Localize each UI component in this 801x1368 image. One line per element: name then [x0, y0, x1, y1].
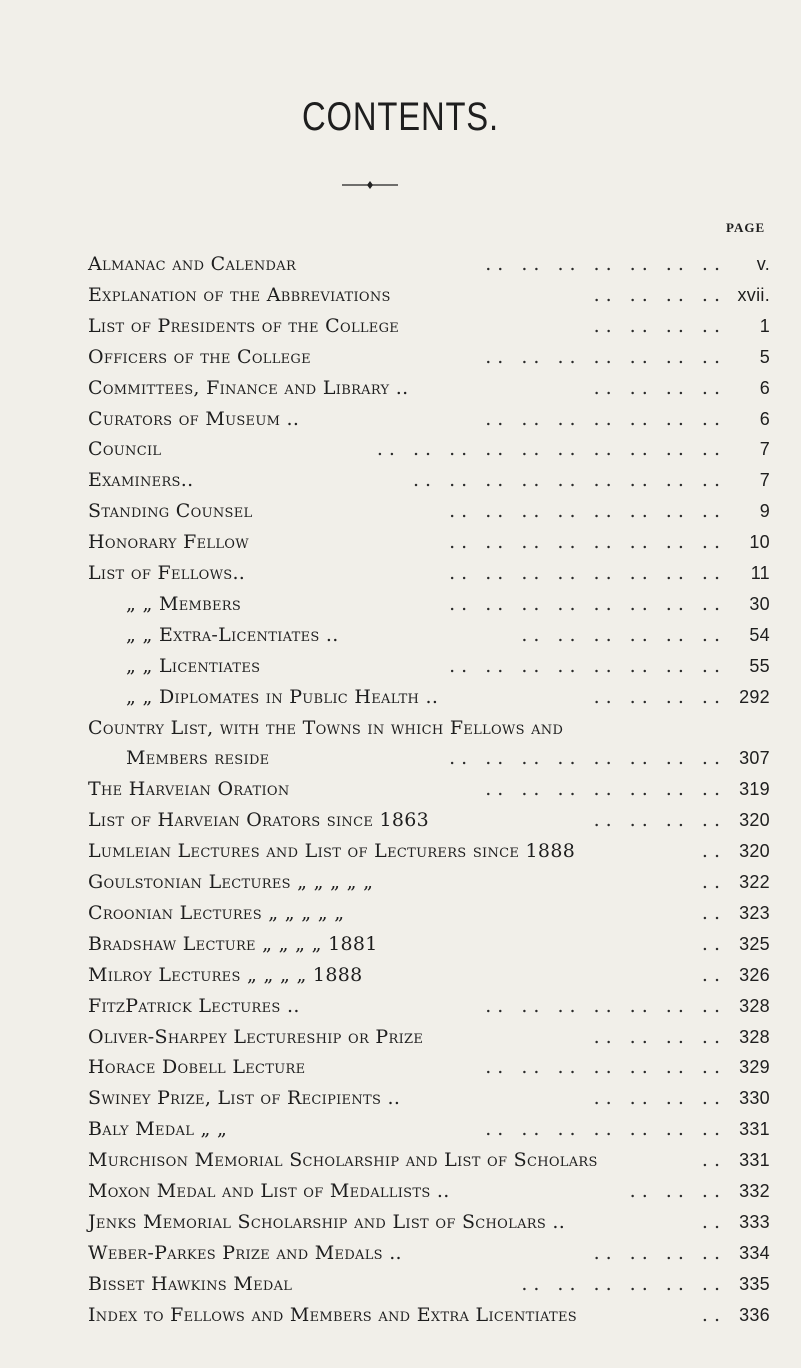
toc-entry-leader: ..	[701, 871, 726, 893]
toc-entry	[88, 281, 770, 309]
toc-entry	[88, 466, 770, 494]
toc-entry	[88, 1208, 770, 1236]
toc-entry-title: List of Presidents of the College	[88, 314, 400, 337]
toc-entry-title: „ „ Members	[126, 592, 242, 615]
toc-entry-page: 323	[739, 902, 770, 923]
toc-entry-title: Horace Dobell Lecture	[88, 1056, 306, 1079]
toc-entry-page: 331	[739, 1119, 770, 1140]
toc-entry	[88, 930, 770, 958]
toc-entry-leader: .. .. .. .. .. .. .. ..	[449, 592, 726, 615]
toc-entry	[88, 652, 770, 680]
toc-entry-page: 6	[759, 377, 770, 398]
toc-entry-title: Curators of Museum ..	[88, 407, 300, 430]
toc-entry	[88, 590, 770, 618]
toc-entry-page: 336	[739, 1304, 770, 1325]
toc-entry-title: Croonian Lectures „ „ „ „ „	[88, 901, 345, 924]
toc-entry-leader: .. .. .. .. .. .. .. ..	[449, 562, 726, 584]
toc-entry-leader: .. .. .. .. .. ..	[521, 1272, 726, 1295]
toc-entry-title: Almanac and Calendar	[88, 253, 297, 275]
toc-entry-page: 329	[739, 1057, 770, 1078]
toc-entry-title: „ „ Extra-Licentiates ..	[126, 623, 339, 646]
toc-entry-title: Explanation of the Abbreviations	[88, 283, 391, 306]
toc-entry	[88, 683, 770, 711]
toc-entry-title: Swiney Prize, List of Recipients ..	[88, 1087, 401, 1110]
toc-entry-leader: .. .. .. ..	[593, 314, 726, 337]
toc-entry-leader: ..	[701, 1210, 726, 1233]
toc-entry-leader: ..	[701, 932, 726, 955]
toc-entry-leader: .. .. .. .. .. .. ..	[485, 1118, 726, 1141]
toc-entry-title: Officers of the College	[88, 345, 311, 368]
toc-entry-page: 326	[739, 964, 770, 985]
toc-entry-title: Country List, with the Towns in which Fellows and	[88, 716, 564, 739]
toc-entry-leader: .. .. .. ..	[593, 1087, 726, 1110]
toc-entry-page: 6	[759, 408, 770, 429]
toc-entry-page: 331	[739, 1150, 770, 1171]
toc-entry-title: Weber-Parkes Prize and Medals ..	[88, 1241, 402, 1264]
toc-entry-title: Bradshaw Lecture „ „ „ „ 1881	[88, 932, 378, 955]
toc-entry-leader: ..	[701, 901, 726, 924]
toc-entry-page: 11	[750, 563, 770, 583]
toc-entry-title: Examiners..	[88, 469, 194, 492]
toc-entry-leader: .. .. .. .. .. .. ..	[485, 994, 726, 1017]
toc-entry-title: List of Fellows..	[88, 562, 246, 584]
toc-entry-page: 5	[759, 346, 770, 367]
toc-entry	[88, 899, 770, 927]
toc-entry-leader: .. .. .. .. .. .. ..	[485, 407, 726, 430]
toc-entry-page: 330	[739, 1088, 770, 1109]
toc-entry-leader: .. .. .. ..	[593, 1025, 726, 1048]
toc-entry-title: Oliver-Sharpey Lectureship or Prize	[88, 1025, 424, 1048]
toc-entry-page: 9	[759, 501, 770, 522]
page-title: CONTENTS.	[302, 95, 499, 139]
toc-entry	[88, 528, 770, 556]
toc-entry-title: Council	[88, 438, 162, 461]
toc-entry	[88, 312, 770, 340]
toc-entry-page: 30	[749, 593, 770, 614]
toc-entry	[88, 1023, 770, 1051]
toc-entry-title: Lumleian Lectures and List of Lecturers since 1888	[88, 840, 576, 863]
toc-entry-leader: .. .. .. .. .. .. .. ..	[449, 531, 726, 554]
toc-entry	[88, 961, 770, 989]
toc-entry-leader: .. .. .. ..	[593, 283, 726, 306]
toc-entry-page: xvii.	[737, 284, 770, 305]
toc-entry-page: 7	[759, 439, 770, 460]
toc-entry	[88, 744, 770, 772]
toc-entry-page: 1	[759, 315, 770, 336]
toc-entry	[88, 1053, 770, 1081]
toc-entry-page: 322	[739, 872, 770, 892]
toc-entry	[88, 1084, 770, 1112]
toc-entry-leader: .. .. .. .. .. .. ..	[485, 778, 726, 801]
toc-entry-leader: .. .. .. ..	[593, 1241, 726, 1264]
toc-entry-leader: ..	[701, 840, 726, 863]
toc-entry-page: 319	[739, 779, 770, 800]
toc-entry-title: List of Harveian Orators since 1863	[88, 809, 430, 832]
toc-entry-leader: .. .. .. ..	[593, 685, 726, 708]
toc-entry	[88, 621, 770, 649]
toc-entry-title: „ „ Diplomates in Public Health ..	[126, 685, 439, 708]
toc-entry-title: Jenks Memorial Scholarship and List of Scholars ..	[88, 1210, 566, 1233]
toc-entry	[88, 435, 770, 463]
toc-entry-leader: .. .. .. .. .. ..	[521, 623, 726, 646]
toc-entry-page: 335	[739, 1273, 770, 1294]
toc-entry-title: FitzPatrick Lectures ..	[88, 994, 300, 1017]
toc-entry	[88, 1270, 770, 1298]
toc-entry	[88, 775, 770, 803]
toc-entry-title: Standing Counsel	[88, 500, 253, 523]
toc-entry-leader: .. .. .. ..	[593, 809, 726, 832]
toc-entry	[88, 868, 770, 896]
toc-entry-title: Baly Medal „ „	[88, 1118, 228, 1141]
toc-entry-leader: .. .. .. .. .. .. .. ..	[449, 747, 726, 770]
toc-entry-page: 55	[749, 655, 770, 676]
toc-entry	[88, 1239, 770, 1267]
toc-entry	[88, 343, 770, 371]
toc-entry	[88, 1146, 770, 1174]
toc-entry-leader: .. .. .. .. .. .. .. ..	[449, 500, 726, 523]
toc-entry	[88, 992, 770, 1020]
toc-entry	[88, 1115, 770, 1143]
toc-entry	[88, 1177, 770, 1205]
toc-entry-leader: .. .. .. .. .. .. ..	[485, 1056, 726, 1079]
page-column-header: PAGE	[726, 220, 766, 235]
toc-entry	[88, 405, 770, 433]
toc-entry-page: 332	[739, 1181, 770, 1201]
toc-entry-title: The Harveian Oration	[88, 778, 290, 801]
toc-entry-page: 328	[739, 995, 770, 1016]
toc-entry	[88, 806, 770, 834]
toc-entry-page: 307	[739, 748, 770, 769]
toc-entry-leader: .. .. .. .. .. .. .. ..	[449, 654, 726, 677]
toc-entry-title: Murchison Memorial Scholarship and List of Scholars	[88, 1149, 598, 1172]
toc-entry-page: 54	[749, 624, 770, 645]
toc-entry	[88, 559, 770, 587]
toc-entry-title: Moxon Medal and List of Medallists ..	[88, 1180, 450, 1202]
toc-entry-leader: .. .. .. .. .. .. ..	[485, 345, 726, 368]
toc-entry-title: Bisset Hawkins Medal	[88, 1272, 293, 1295]
toc-entry-page: 10	[749, 532, 770, 553]
toc-entry-leader: .. .. .. .. .. .. ..	[485, 253, 726, 275]
toc-entry-page: 320	[739, 841, 770, 862]
toc-entry	[88, 374, 770, 402]
toc-entry-title: Members reside	[126, 747, 270, 770]
toc-entry-leader: .. .. .. .. .. .. .. .. ..	[412, 469, 726, 492]
toc-entry-page: 320	[739, 810, 770, 831]
toc-entry-leader: ..	[701, 1303, 726, 1326]
toc-entry-page: 7	[759, 470, 770, 491]
toc-entry-page: 334	[739, 1242, 770, 1263]
toc-entry-page: v.	[756, 254, 770, 274]
toc-entry-page: 328	[739, 1026, 770, 1047]
toc-entry-page: 333	[739, 1211, 770, 1232]
toc-entry-page: 325	[739, 933, 770, 954]
toc-entry-title: Index to Fellows and Members and Extra Licentiates	[88, 1303, 577, 1326]
toc-entry	[88, 250, 770, 278]
toc-entry-leader: .. .. .. ..	[593, 376, 726, 399]
toc-entry-title: Milroy Lectures „ „ „ „ 1888	[88, 963, 363, 986]
toc-entry	[88, 714, 770, 742]
toc-entry-leader: .. .. .. .. .. .. .. .. .. ..	[376, 438, 726, 461]
toc-entry-page: 292	[739, 686, 770, 707]
toc-entry	[88, 1301, 770, 1329]
toc-entry-leader: ..	[701, 963, 726, 986]
toc-entry-title: „ „ Licentiates	[126, 654, 261, 677]
toc-entry-leader: .. .. ..	[629, 1180, 726, 1202]
toc-entry-title: Committees, Finance and Library ..	[88, 376, 409, 399]
toc-entry	[88, 837, 770, 865]
toc-entry-leader: ..	[701, 1149, 726, 1172]
toc-entry-title: Honorary Fellow	[88, 531, 249, 554]
toc-entry	[88, 497, 770, 525]
toc-entry-title: Goulstonian Lectures „ „ „ „ „	[88, 871, 374, 893]
